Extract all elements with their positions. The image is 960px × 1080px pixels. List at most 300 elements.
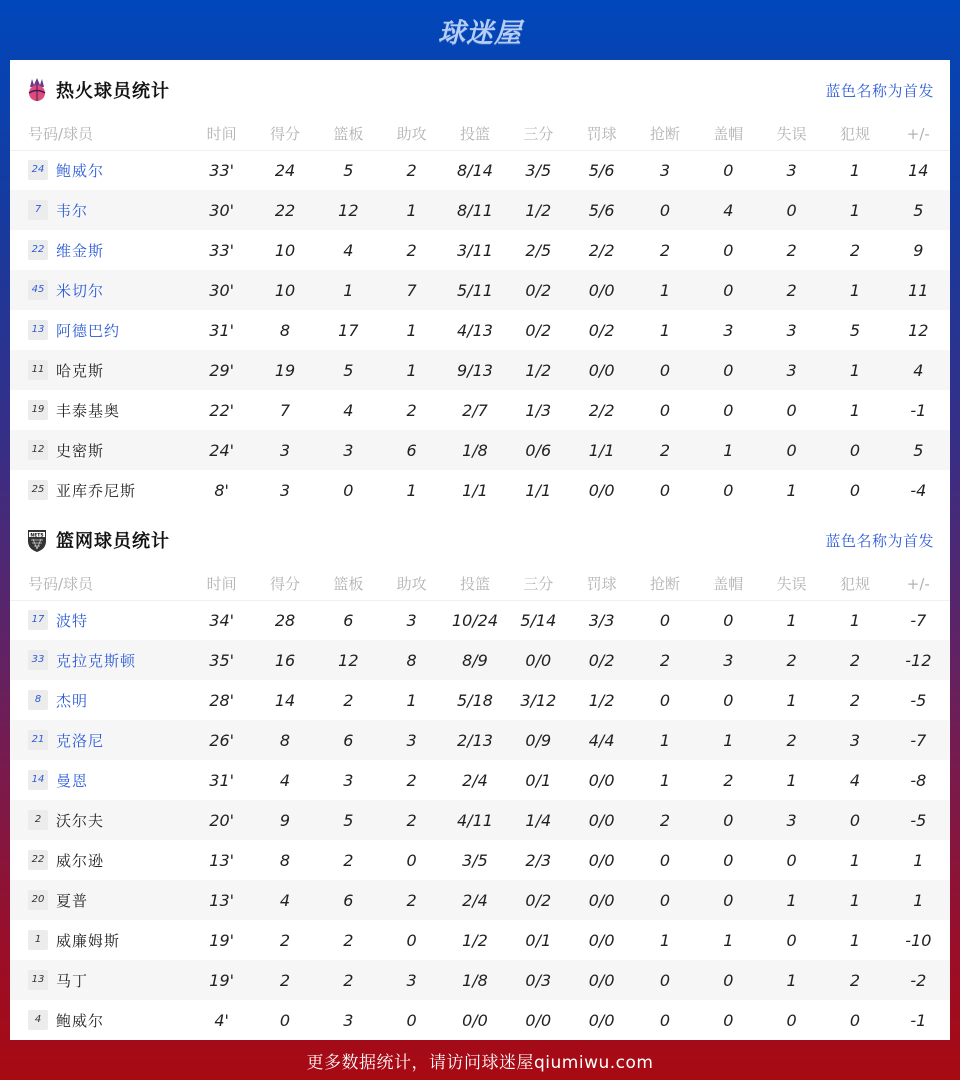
stat-cell: 13' bbox=[190, 880, 253, 920]
player-name-link[interactable]: 威廉姆斯 bbox=[56, 931, 121, 950]
stat-cell: 0 bbox=[406, 1010, 417, 1030]
player-name-link[interactable]: 史密斯 bbox=[56, 441, 105, 460]
stat-cell: 10 bbox=[253, 270, 316, 310]
stat-cell: 2 bbox=[406, 770, 417, 790]
player-cell bbox=[10, 190, 190, 230]
stat-cell: 4 bbox=[279, 770, 291, 790]
stat-cell: 10/24 bbox=[451, 610, 499, 630]
stat-cell: 0/0 bbox=[570, 350, 633, 390]
stat-cell: 9 bbox=[913, 240, 924, 260]
stat-cell: 2 bbox=[760, 640, 823, 680]
stat-cell: 0 bbox=[786, 400, 797, 420]
player-row[interactable] bbox=[10, 760, 950, 800]
stat-cell: 2 bbox=[406, 240, 417, 260]
stat-cell: 0 bbox=[786, 930, 797, 950]
stat-cell: 34' bbox=[209, 610, 235, 630]
stat-cell: 0/0 bbox=[570, 270, 633, 310]
player-name-link[interactable]: 夏普 bbox=[56, 891, 89, 910]
player-name-link[interactable]: 鲍威尔 bbox=[56, 161, 105, 180]
jersey-number-badge: 14 bbox=[28, 770, 48, 790]
stat-cell: 0/3 bbox=[507, 960, 570, 1000]
stat-cell: 1 bbox=[849, 850, 861, 870]
stat-cell: 0 bbox=[659, 1010, 671, 1030]
column-header: 三分 bbox=[507, 120, 570, 150]
stat-cell: 1 bbox=[633, 270, 696, 310]
stat-cell: 0 bbox=[697, 800, 760, 840]
stat-cell: 0 bbox=[659, 850, 671, 870]
stat-cell: 2 bbox=[823, 640, 886, 680]
stat-cell: 5/18 bbox=[457, 690, 493, 710]
stat-cell: 2 bbox=[849, 690, 861, 710]
stat-cell: 1/2 bbox=[588, 690, 615, 710]
column-header: 篮板 bbox=[317, 570, 380, 600]
stat-cell: 30' bbox=[190, 270, 253, 310]
column-header: 罚球 bbox=[570, 570, 633, 600]
player-cell bbox=[10, 960, 190, 1000]
stat-cell: 3 bbox=[786, 160, 797, 180]
stat-cell: 2 bbox=[823, 960, 886, 1000]
stat-cell: 1/1 bbox=[462, 480, 488, 500]
stat-cell: 0 bbox=[786, 1010, 797, 1030]
player-name-link[interactable]: 威尔逊 bbox=[56, 851, 105, 870]
stat-cell: 0/0 bbox=[507, 640, 570, 680]
stat-cell: 2 bbox=[659, 240, 671, 260]
player-row[interactable] bbox=[10, 190, 950, 230]
stat-cell: 0 bbox=[786, 850, 797, 870]
column-header: 助攻 bbox=[380, 570, 443, 600]
column-header: 罚球 bbox=[570, 120, 633, 150]
team-title: 热火球员统计 bbox=[56, 81, 170, 102]
player-name-link[interactable]: 杰明 bbox=[56, 691, 89, 710]
stat-cell: -5 bbox=[887, 800, 950, 840]
stat-cell: 8/11 bbox=[443, 190, 506, 230]
footer-link[interactable]: 更多数据统计，请访问球迷屋qiumiwu.com bbox=[306, 1052, 654, 1073]
jersey-number-badge: 20 bbox=[28, 890, 48, 910]
column-header: 抢断 bbox=[633, 570, 696, 600]
stat-cell: 1 bbox=[406, 320, 417, 340]
stat-cell: 0/2 bbox=[507, 880, 570, 920]
stat-cell: 8 bbox=[253, 720, 316, 760]
jersey-number-badge: 19 bbox=[28, 400, 48, 420]
player-name-link[interactable]: 哈克斯 bbox=[56, 361, 105, 380]
jersey-number-badge: 12 bbox=[28, 440, 48, 460]
player-cell bbox=[10, 470, 190, 510]
stat-cell: 2/4 bbox=[462, 770, 488, 790]
player-cell bbox=[10, 1000, 190, 1040]
player-cell bbox=[10, 390, 190, 430]
player-name-link[interactable]: 韦尔 bbox=[56, 201, 89, 220]
stat-cell: 1 bbox=[406, 690, 417, 710]
stat-cell: 3 bbox=[823, 720, 886, 760]
player-cell bbox=[10, 880, 190, 920]
stat-cell: 1/4 bbox=[507, 800, 570, 840]
column-header: 盖帽 bbox=[697, 120, 760, 150]
stat-cell: 8 bbox=[279, 320, 291, 340]
stat-cell: 5 bbox=[317, 800, 380, 840]
stat-cell: 4 bbox=[697, 190, 760, 230]
player-name-link[interactable]: 马丁 bbox=[56, 971, 89, 990]
stat-cell: 5 bbox=[887, 190, 950, 230]
stat-cell: 3 bbox=[317, 430, 380, 470]
stat-cell: 3/11 bbox=[457, 240, 493, 260]
stat-cell: 3/5 bbox=[525, 160, 552, 180]
column-header: 时间 bbox=[190, 120, 253, 150]
player-row[interactable] bbox=[10, 1000, 950, 1040]
player-row[interactable] bbox=[10, 270, 950, 310]
stat-cell: 14 bbox=[908, 160, 929, 180]
stat-cell: 0/0 bbox=[570, 800, 633, 840]
player-name-link[interactable]: 鲍威尔 bbox=[56, 1011, 105, 1030]
stat-cell: 1 bbox=[823, 350, 886, 390]
player-row[interactable] bbox=[10, 390, 950, 430]
jersey-number-badge: 22 bbox=[28, 850, 48, 870]
stat-cell: 17 bbox=[338, 320, 359, 340]
stat-cell: 30' bbox=[190, 190, 253, 230]
stat-cell: 0 bbox=[723, 480, 734, 500]
stat-cell: 4' bbox=[214, 1010, 229, 1030]
stat-cell: -12 bbox=[887, 640, 950, 680]
stat-cell: 3 bbox=[760, 800, 823, 840]
stat-cell: 7 bbox=[279, 400, 291, 420]
player-name-link[interactable]: 波特 bbox=[56, 611, 89, 630]
stat-cell: 1 bbox=[786, 770, 797, 790]
jersey-number-badge: 25 bbox=[28, 480, 48, 500]
stat-cell: 0/0 bbox=[588, 770, 615, 790]
stat-cell: -1 bbox=[910, 1010, 927, 1030]
player-row[interactable] bbox=[10, 840, 950, 880]
site-header bbox=[0, 0, 960, 60]
stat-cell: 0/9 bbox=[507, 720, 570, 760]
stat-cell: 3 bbox=[343, 1010, 354, 1030]
stat-cell: 26' bbox=[190, 720, 253, 760]
column-header: 得分 bbox=[253, 570, 316, 600]
stat-cell: 6 bbox=[317, 720, 380, 760]
stat-cell: 1 bbox=[697, 430, 760, 470]
footer-banner bbox=[0, 1040, 960, 1080]
stat-cell: 1 bbox=[786, 610, 797, 630]
player-row[interactable] bbox=[10, 230, 950, 270]
stat-cell: 0 bbox=[823, 430, 886, 470]
stat-cell: 5 bbox=[849, 320, 861, 340]
stat-cell: 0 bbox=[633, 880, 696, 920]
stat-cell: 4 bbox=[343, 240, 354, 260]
stat-cell: 2 bbox=[380, 800, 443, 840]
stat-cell: 6 bbox=[343, 610, 354, 630]
stat-cell: 0/0 bbox=[588, 850, 615, 870]
stat-cell: 0/2 bbox=[525, 320, 552, 340]
stat-cell: 2 bbox=[633, 800, 696, 840]
stat-cell: 2 bbox=[380, 880, 443, 920]
stat-cell: 1 bbox=[633, 720, 696, 760]
jersey-number-badge: 2 bbox=[28, 810, 48, 830]
player-cell bbox=[10, 800, 190, 840]
stat-cell: 0 bbox=[697, 960, 760, 1000]
stat-cell: 6 bbox=[317, 880, 380, 920]
column-header: 号码/球员 bbox=[10, 120, 190, 150]
stat-cell: 1/1 bbox=[525, 480, 552, 500]
stat-cell: 0 bbox=[343, 480, 354, 500]
player-row[interactable] bbox=[10, 150, 950, 190]
heat-logo-icon bbox=[26, 77, 48, 103]
section-header bbox=[10, 510, 950, 570]
stat-cell: 14 bbox=[274, 690, 296, 710]
column-header: 犯规 bbox=[823, 570, 886, 600]
stat-cell: 35' bbox=[190, 640, 253, 680]
player-cell bbox=[10, 230, 190, 270]
jersey-number-badge: 11 bbox=[28, 360, 48, 380]
stat-cell: 1 bbox=[406, 480, 417, 500]
stat-cell: 1/8 bbox=[443, 960, 506, 1000]
stat-cell: 19' bbox=[209, 930, 235, 950]
player-name-link[interactable]: 沃尔夫 bbox=[56, 811, 105, 830]
stat-cell: 0 bbox=[406, 930, 417, 950]
player-name-link[interactable]: 克拉克斯顿 bbox=[56, 651, 137, 670]
stat-cell: 0/0 bbox=[588, 930, 615, 950]
stat-cell: 1/3 bbox=[525, 400, 552, 420]
player-name-link[interactable]: 亚库乔尼斯 bbox=[56, 481, 137, 500]
stat-cell: 4/13 bbox=[457, 320, 493, 340]
column-header: 抢断 bbox=[633, 120, 696, 150]
stat-cell: 8 bbox=[380, 640, 443, 680]
stat-cell: 2 bbox=[253, 960, 316, 1000]
stat-cell: 1/1 bbox=[570, 430, 633, 470]
stat-cell: -10 bbox=[905, 930, 932, 950]
stat-cell: 31' bbox=[209, 770, 235, 790]
stat-cell: 2 bbox=[406, 160, 417, 180]
starter-hint: 蓝色名称为首发 bbox=[825, 81, 934, 100]
player-cell bbox=[10, 430, 190, 470]
stat-cell: 3 bbox=[406, 610, 417, 630]
stat-cell: 1 bbox=[849, 160, 861, 180]
stat-cell: 10 bbox=[274, 240, 296, 260]
stat-cell: -7 bbox=[887, 720, 950, 760]
stat-cell: 0 bbox=[633, 350, 696, 390]
player-row[interactable] bbox=[10, 310, 950, 350]
stat-cell: 0 bbox=[723, 1010, 734, 1030]
stat-cell: 19' bbox=[190, 960, 253, 1000]
stat-cell: 8/9 bbox=[443, 640, 506, 680]
stat-cell: 1 bbox=[786, 480, 797, 500]
stat-cell: 1 bbox=[380, 350, 443, 390]
player-name-link[interactable]: 丰泰基奥 bbox=[56, 401, 121, 420]
team-title: 篮网球员统计 bbox=[56, 531, 170, 552]
stat-cell: 1 bbox=[659, 930, 671, 950]
stat-cell: 0 bbox=[723, 690, 734, 710]
stat-cell: 0/0 bbox=[525, 1010, 552, 1030]
stat-cell: 6 bbox=[380, 430, 443, 470]
stat-cell: 0/0 bbox=[570, 960, 633, 1000]
stat-cell: 5 bbox=[887, 430, 950, 470]
stat-cell: 4 bbox=[849, 770, 861, 790]
stat-cell: 12 bbox=[317, 640, 380, 680]
stat-cell: 22' bbox=[209, 400, 235, 420]
stat-cell: -7 bbox=[910, 610, 927, 630]
stat-cell: 3 bbox=[659, 160, 671, 180]
jersey-number-badge: 24 bbox=[28, 160, 48, 180]
stat-cell: 3 bbox=[279, 480, 291, 500]
stat-cell: -8 bbox=[910, 770, 927, 790]
stat-cell: 0/0 bbox=[588, 480, 615, 500]
site-logo[interactable]: 球迷屋 bbox=[438, 17, 522, 49]
player-row[interactable] bbox=[10, 470, 950, 510]
jersey-number-badge: 4 bbox=[28, 1010, 48, 1030]
column-header: +/- bbox=[887, 570, 950, 600]
player-cell bbox=[10, 270, 190, 310]
jersey-number-badge: 13 bbox=[28, 970, 48, 990]
stat-cell: 1 bbox=[760, 960, 823, 1000]
stat-cell: 5 bbox=[343, 160, 354, 180]
player-row[interactable] bbox=[10, 800, 950, 840]
stat-cell: 1 bbox=[723, 930, 734, 950]
stat-cell: 1 bbox=[887, 880, 950, 920]
stat-cell: 0 bbox=[760, 190, 823, 230]
player-row[interactable] bbox=[10, 680, 950, 720]
stat-cell: 0 bbox=[723, 850, 734, 870]
stat-cell: 5/14 bbox=[520, 610, 557, 630]
player-stats-table bbox=[10, 120, 950, 510]
stat-cell: 3 bbox=[697, 640, 760, 680]
player-cell bbox=[10, 760, 190, 800]
starter-hint: 蓝色名称为首发 bbox=[825, 531, 934, 550]
column-header: 失误 bbox=[760, 570, 823, 600]
stat-cell: 5/11 bbox=[443, 270, 506, 310]
stat-cell: 12 bbox=[908, 320, 929, 340]
player-row[interactable] bbox=[10, 350, 950, 390]
player-row[interactable] bbox=[10, 600, 950, 640]
player-cell bbox=[10, 150, 190, 190]
stat-cell: 0 bbox=[723, 240, 734, 260]
stat-cell: 0 bbox=[659, 400, 671, 420]
player-row[interactable] bbox=[10, 960, 950, 1000]
stat-cell: 5 bbox=[317, 350, 380, 390]
stat-cell: 0 bbox=[723, 400, 734, 420]
stat-cell: 3/3 bbox=[588, 610, 615, 630]
stat-cell: 3 bbox=[343, 770, 354, 790]
stat-cell: 2 bbox=[343, 690, 354, 710]
jersey-number-badge: 7 bbox=[28, 200, 48, 220]
stat-cell: 2/2 bbox=[588, 400, 615, 420]
player-row[interactable] bbox=[10, 920, 950, 960]
stat-cell: 28' bbox=[209, 690, 235, 710]
stat-cell: 2 bbox=[760, 270, 823, 310]
stat-cell: 0 bbox=[633, 960, 696, 1000]
stat-cell: 2/7 bbox=[462, 400, 488, 420]
player-cell bbox=[10, 840, 190, 880]
stat-cell: 0/2 bbox=[570, 640, 633, 680]
stat-cell: 0/2 bbox=[588, 320, 615, 340]
stat-cell: 0 bbox=[697, 350, 760, 390]
stat-cell: 16 bbox=[253, 640, 316, 680]
player-name-link[interactable]: 维金斯 bbox=[56, 241, 105, 260]
stat-cell: 0/0 bbox=[570, 880, 633, 920]
stat-cell: 1 bbox=[659, 770, 671, 790]
player-row[interactable] bbox=[10, 640, 950, 680]
stat-cell: 2 bbox=[317, 960, 380, 1000]
player-name-link[interactable]: 米切尔 bbox=[56, 281, 105, 300]
column-header: 投篮 bbox=[443, 570, 506, 600]
team-section-heat bbox=[10, 60, 950, 510]
stat-cell: 24' bbox=[190, 430, 253, 470]
column-header: 号码/球员 bbox=[10, 570, 190, 600]
player-cell bbox=[10, 640, 190, 680]
stat-cell: 0/2 bbox=[507, 270, 570, 310]
stat-cell: 0 bbox=[823, 800, 886, 840]
column-header: 犯规 bbox=[823, 120, 886, 150]
stat-cell: 3/5 bbox=[462, 850, 488, 870]
stat-cell: 1 bbox=[823, 190, 886, 230]
stat-cell: 9/13 bbox=[443, 350, 506, 390]
stat-cell: 19 bbox=[253, 350, 316, 390]
stat-cell: 3 bbox=[253, 430, 316, 470]
jersey-number-badge: 33 bbox=[28, 650, 48, 670]
player-row[interactable] bbox=[10, 880, 950, 920]
jersey-number-badge: 17 bbox=[28, 610, 48, 630]
stat-cell: 2 bbox=[849, 240, 861, 260]
stat-cell: 1 bbox=[380, 190, 443, 230]
stat-cell: 2 bbox=[406, 400, 417, 420]
stat-cell: 31' bbox=[209, 320, 235, 340]
player-cell bbox=[10, 720, 190, 760]
stat-cell: 3 bbox=[760, 350, 823, 390]
stat-cell: 0/0 bbox=[462, 1010, 488, 1030]
player-name-link[interactable]: 克洛尼 bbox=[56, 731, 105, 750]
stat-cell: 22 bbox=[253, 190, 316, 230]
stat-cell: 1/2 bbox=[507, 190, 570, 230]
stat-cell: 1 bbox=[760, 880, 823, 920]
stat-cell: 29' bbox=[190, 350, 253, 390]
column-header: +/- bbox=[887, 120, 950, 150]
stat-cell: 1/2 bbox=[507, 350, 570, 390]
stat-cell: 8' bbox=[214, 480, 229, 500]
stat-cell: 13' bbox=[209, 850, 235, 870]
nets-logo-icon bbox=[26, 527, 48, 553]
column-header: 失误 bbox=[760, 120, 823, 150]
stat-cell: 1/8 bbox=[443, 430, 506, 470]
player-name-link[interactable]: 曼恩 bbox=[56, 771, 89, 790]
stat-cell: 12 bbox=[317, 190, 380, 230]
stat-cell: -1 bbox=[910, 400, 927, 420]
stat-cell: 0 bbox=[849, 480, 861, 500]
player-row[interactable] bbox=[10, 720, 950, 760]
player-name-link[interactable]: 阿德巴约 bbox=[56, 321, 121, 340]
jersey-number-badge: 8 bbox=[28, 690, 48, 710]
stat-cell: 11 bbox=[887, 270, 950, 310]
jersey-number-badge: 21 bbox=[28, 730, 48, 750]
stat-cell: 1 bbox=[849, 930, 861, 950]
stat-cell: 0 bbox=[279, 1010, 291, 1030]
stat-cell: 0 bbox=[633, 190, 696, 230]
jersey-number-badge: 22 bbox=[28, 240, 48, 260]
stat-cell: 1 bbox=[697, 720, 760, 760]
stat-cell: 2/3 bbox=[525, 850, 552, 870]
player-row[interactable] bbox=[10, 430, 950, 470]
stat-cell: 1 bbox=[849, 400, 861, 420]
stat-cell: 0/0 bbox=[588, 1010, 615, 1030]
stat-cell: 9 bbox=[253, 800, 316, 840]
stat-cell: 2 bbox=[723, 770, 734, 790]
stat-cell: 5/6 bbox=[570, 190, 633, 230]
stat-cell: 4 bbox=[253, 880, 316, 920]
player-cell bbox=[10, 350, 190, 390]
jersey-number-badge: 13 bbox=[28, 320, 48, 340]
stat-cell: 1 bbox=[913, 850, 924, 870]
stat-cell: 0/1 bbox=[525, 770, 552, 790]
stat-cell: 2 bbox=[633, 430, 696, 470]
stat-cell: -4 bbox=[910, 480, 927, 500]
stat-cell: 3 bbox=[380, 720, 443, 760]
column-header: 投篮 bbox=[443, 120, 506, 150]
stat-cell: 0 bbox=[723, 160, 734, 180]
